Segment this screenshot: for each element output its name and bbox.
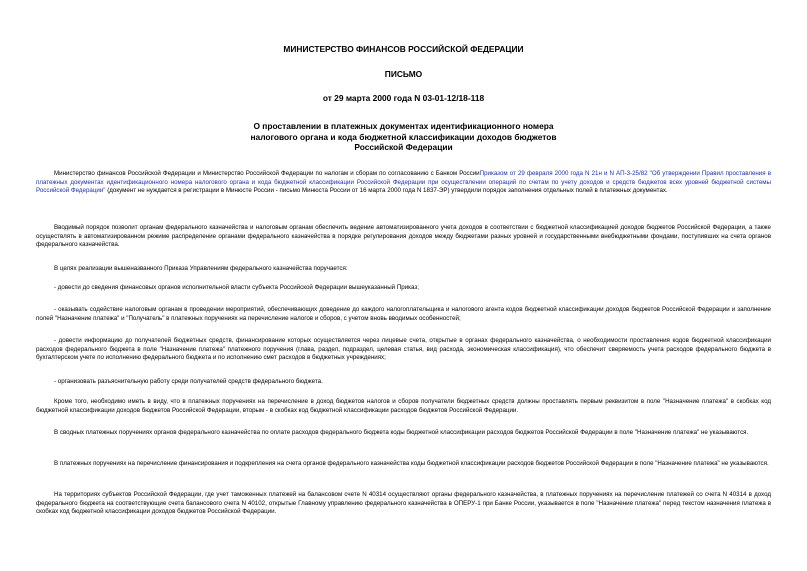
document-title-line-1: О проставлении в платежных документах идентификационного номера [253,121,554,131]
paragraph-7: - организовать разъяснительную работу среди получателей средств федерального бюджета. [54,378,323,385]
paragraph-8: Кроме того, необходимо иметь в виду, что в платежных поручениях на перечисление в доход бюджетов налогов и сборов получатели бюджетных средств должны проставлять первым реквизитом в поле "Назначение платежа" в скобках код бюджетной классификации доходов бюджетов Российской Федерации, вторым - в скобках код бюджетной классификации расходов бюджетов Российской Федерации. [36,398,771,414]
ministry-header: МИНИСТЕРСТВО ФИНАНСОВ РОССИЙСКОЙ ФЕДЕРАЦИИ [283,44,524,54]
paragraph-6: - довести информацию до получателей бюджетных средств, финансирование которых осуществляется через лицевые счета, открытые в органах федерального казначейства, о необходимости проставления кодов бюджетной классификации расходов федерального бюджета в поле "Назначение платежа" платежного поручения (глава, раздел, подраздел, целевая статья, вид расхода, экономическая классификация), что обеспечит сверяемость учета расходов федерального бюджета в бухгалтерском учете по исполнению федерального бюджета и по исполнению смет расходов в бюджетных учреждениях; [36,337,771,361]
paragraph-5: - оказывать содействие налоговым органам в проведении мероприятий, обеспечивающих доведение до каждого налогоплательщика и налогового агента кодов бюджетной классификации доходов бюджетов Российской Федерации и заполнение полей "Назначение платежа" и "Получатель" в платежных поручениях на перечисление налогов и сборов, с учетом вновь вводимых особенностей; [36,306,771,322]
document-title-line-3: Российской Федерации [354,142,453,152]
paragraph-1-text-end: (документ не нуждается в регистрации в Минюсте России - письмо Минюста России от 16 марта 2000 года N 1837-ЭР) утвердили порядок заполнения отдельных полей в платежных документах. [105,187,668,194]
paragraph-1 [36,170,771,196]
paragraph-4: - довести до сведения финансовых органов исполнительной власти субъекта Российской Федерации вышеуказанный Приказ; [54,284,419,291]
paragraph-9: В сводных платежных поручениях органов федерального казначейства по оплате расходов федерального бюджета коды бюджетной классификации расходов бюджетов Российской Федерации в поле "Назначение платежа" не указываются. [54,429,749,436]
order-link[interactable]: Приказом от 29 февраля 2000 года N 21н и N АП-3-25/82 "Об утверждении Правил проставления в платежных документах идентификационного номера налогового органа и кода бюджетной классификации Российской Федерации при осуществлении операций по счетам по учету доходов и средств бюджетов всех уровней бюджетной системы Российской Федерации" [36,170,771,194]
paragraph-11: На территориях субъектов Российской Федерации, где учет таможенных платежей на балансовом счете N 40314 осуществляют органы федерального казначейства, в платежных поручениях на перечисление платежей со счета N 40314 в доход федерального бюджета на соответствующие счета балансового счета N 40102, открытые Главному управлению федерального казначейства в ОПЕРУ-1 при Банке России, указывается в поле "Назначение платежа" перед текстом назначения платежа в скобках код бюджетной классификации доходов бюджетов Российской Федерации. [36,491,771,515]
paragraph-10: В платежных поручениях на перечисление финансирования и подкрепления на счета органов федерального казначейства коды бюджетной классификации расходов бюджетов Российской Федерации в поле "Назначение платежа" не указываются. [54,460,769,467]
document-type: ПИСЬМО [384,69,423,79]
document-title-line-2: налогового органа и кода бюджетной классификации доходов бюджетов [250,131,557,142]
paragraph-2: Вводимый порядок позволит органам федерального казначейства и налоговым органам обеспечить ведение автоматизированного учета доходов в соответствии с бюджетной классификацией доходов бюджетов Российской Федерации, а также осуществлять в автоматизированном режиме распределение органами федерального казначейства в порядке регулирования доходов между бюджетами разных уровней и государственными внебюджетными фондами, поступивших на счета органов федерального казначейства. [36,224,771,248]
paragraph-3: В целях реализации вышеназванного Приказа Управлениям федерального казначейства поручается: [54,265,348,272]
document-date-number: от 29 марта 2000 года N 03-01-12/18-118 [322,93,485,103]
paragraph-1-text-start: Министерство финансов Российской Федерации и Министерство Российской Федерации по налогам и сборам по согласованию с Банком России [54,170,480,177]
